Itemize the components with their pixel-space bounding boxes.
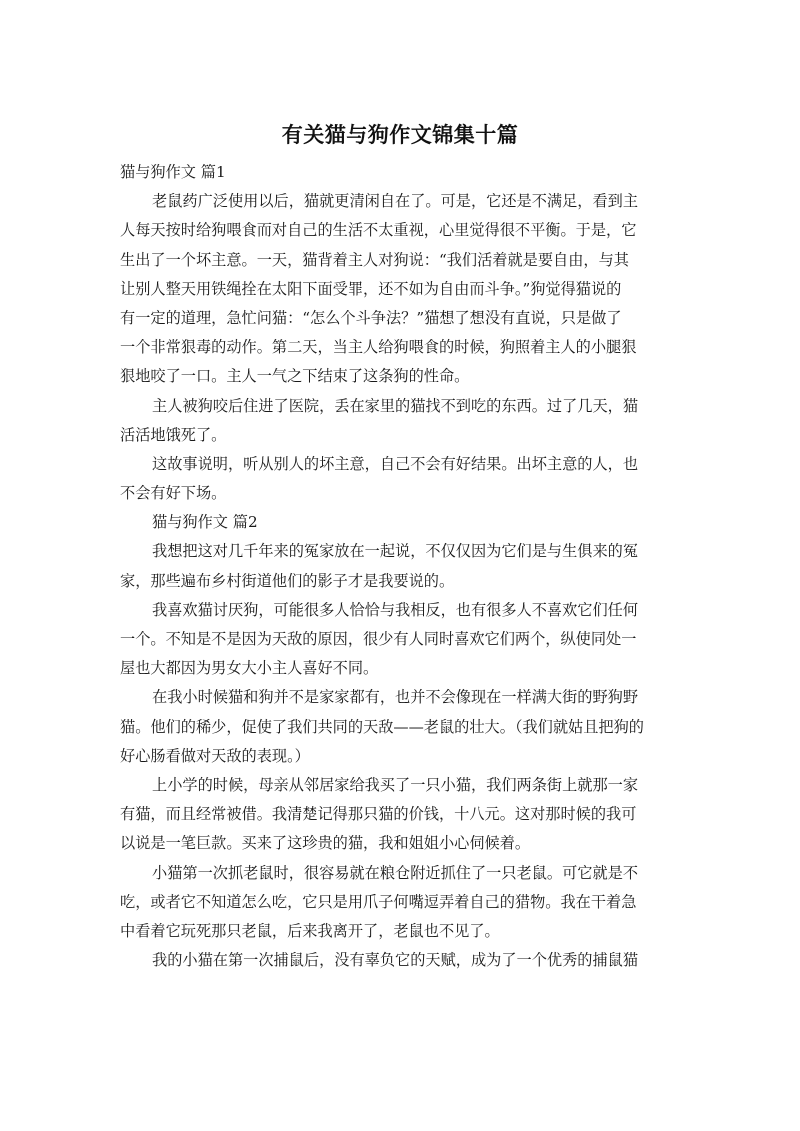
section-heading: 猫与狗作文 篇2 xyxy=(152,513,258,532)
text-line: 我喜欢猫讨厌狗，可能很多人恰恰与我相反，也有很多人不喜欢它们任何 xyxy=(152,600,638,619)
text-line: 主人被狗咬后住进了医院，丢在家里的猫找不到吃的东西。过了几天，猫 xyxy=(152,396,638,415)
text-line: 家，那些遍布乡村街道他们的影子才是我要说的。 xyxy=(120,571,455,590)
text-line: 老鼠药广泛使用以后，猫就更清闲自在了。可是，它还是不满足，看到主 xyxy=(152,192,638,211)
document-title: 有关猫与狗作文锦集十篇 xyxy=(281,123,519,147)
document-body xyxy=(120,158,680,975)
text-line: 一个非常狠毒的动作。第二天，当主人给狗喂食的时候，狗照着主人的小腿狠 xyxy=(120,338,637,357)
text-line: 我的小猫在第一次捕鼠后，没有辜负它的天赋，成为了一个优秀的捕鼠猫 xyxy=(152,951,638,970)
text-line: 人每天按时给狗喂食而对自己的生活不太重视，心里觉得很不平衡。于是，它 xyxy=(120,221,637,240)
text-line: 生出了一个坏主意。一天，猫背着主人对狗说：“我们活着就是要自由，与其 xyxy=(120,250,629,269)
text-line: 有猫，而且经常被借。我清楚记得那只猫的价钱，十八元。这对那时候的我可 xyxy=(120,805,637,824)
text-line: 猫。他们的稀少，促使了我们共同的天敌——老鼠的壮大。（我们就姑且把狗的 xyxy=(120,717,644,736)
text-line: 好心肠看做对天敌的表现。） xyxy=(120,746,310,765)
text-line: 在我小时候猫和狗并不是家家都有，也并不会像现在一样满大街的野狗野 xyxy=(152,688,638,707)
text-line: 活活地饿死了。 xyxy=(120,425,227,444)
text-line: 狠地咬了一口。主人一气之下结束了这条狗的性命。 xyxy=(120,367,470,386)
text-line: 让别人整天用铁绳拴在太阳下面受罪，还不如为自由而斗争。”狗觉得猫说的 xyxy=(120,279,622,298)
text-line: 有一定的道理，急忙问猫：“怎么个斗争法？”猫想了想没有直说，只是做了 xyxy=(120,308,622,327)
text-line: 小猫第一次抓老鼠时，很容易就在粮仓附近抓住了一只老鼠。可它就是不 xyxy=(152,863,638,882)
text-line: 以说是一笔巨款。买来了这珍贵的猫，我和姐姐小心伺候着。 xyxy=(120,834,531,853)
text-line: 这故事说明，听从别人的坏主意，自己不会有好结果。出坏主意的人，也 xyxy=(152,454,638,473)
text-line: 中看着它玩死那只老鼠，后来我离开了，老鼠也不见了。 xyxy=(120,921,500,940)
text-line: 上小学的时候，母亲从邻居家给我买了一只小猫，我们两条街上就那一家 xyxy=(152,775,638,794)
text-line: 我想把这对几千年来的冤家放在一起说，不仅仅因为它们是与生俱来的冤 xyxy=(152,542,638,561)
text-line: 吃，或者它不知道怎么吃，它只是用爪子何嘴逗弄着自己的猎物。我在干着急 xyxy=(120,892,637,911)
text-line: 一个。不知是不是因为天敌的原因，很少有人同时喜欢它们两个，纵使同处一 xyxy=(120,630,637,648)
text-line: 不会有好下场。 xyxy=(120,484,227,503)
section-heading: 猫与狗作文 篇1 xyxy=(120,163,226,181)
text-line: 屋也大都因为男女大小主人喜好不同。 xyxy=(120,659,379,678)
